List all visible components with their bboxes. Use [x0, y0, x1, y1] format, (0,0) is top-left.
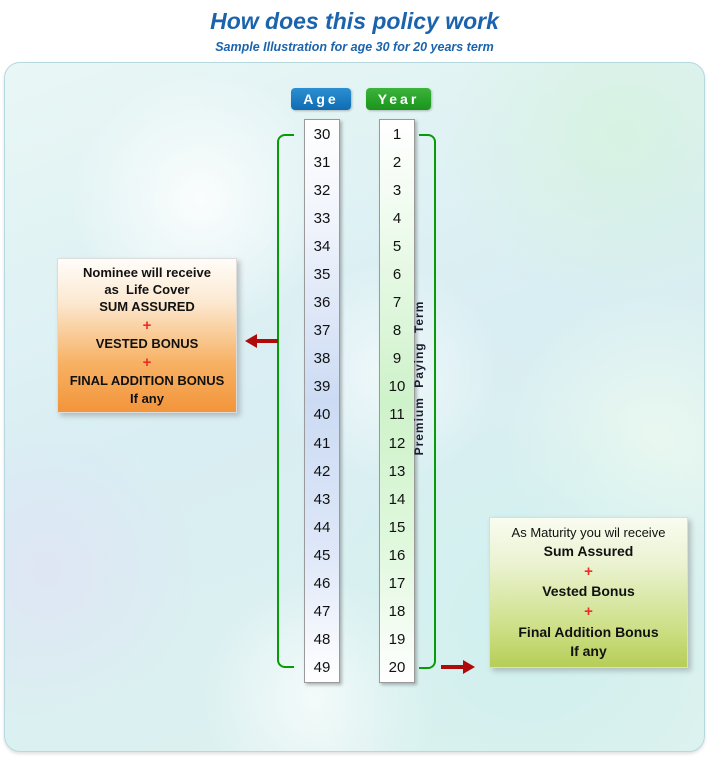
maturity-line: If any — [570, 643, 607, 660]
year-column — [379, 119, 415, 683]
year-cell: 10 — [388, 378, 406, 396]
life-cover-line: + — [142, 353, 152, 371]
year-cell: 2 — [392, 153, 402, 171]
year-cell: 15 — [388, 518, 406, 536]
life-cover-box — [57, 258, 237, 413]
year-cell: 13 — [388, 462, 406, 480]
age-cell: 32 — [313, 181, 331, 199]
age-column — [304, 119, 340, 683]
age-cell: 34 — [313, 237, 331, 255]
arrow-head-right-icon — [463, 660, 475, 674]
maturity-arrow-icon — [441, 660, 475, 674]
year-cell: 18 — [388, 603, 406, 621]
year-cell: 5 — [392, 237, 402, 255]
arrow-shaft — [257, 339, 278, 343]
life-cover-line: VESTED BONUS — [95, 336, 199, 352]
age-cell: 36 — [313, 294, 331, 312]
page-title: How does this policy work — [210, 8, 499, 34]
life-cover-arrow-icon — [245, 334, 278, 348]
diagram-panel — [4, 62, 705, 752]
life-cover-line: FINAL ADDITION BONUS — [69, 373, 225, 389]
maturity-line: + — [584, 603, 593, 621]
age-cell: 43 — [313, 490, 331, 508]
age-cell: 39 — [313, 378, 331, 396]
year-column-header: Year — [366, 88, 431, 110]
maturity-line: + — [584, 562, 593, 580]
age-cell: 33 — [313, 209, 331, 227]
year-cell: 7 — [392, 294, 402, 312]
maturity-line: As Maturity you wil receive — [511, 524, 666, 540]
arrow-shaft — [441, 665, 463, 669]
arrow-head-left-icon — [245, 334, 257, 348]
maturity-box — [489, 517, 688, 668]
life-cover-line: If any — [130, 390, 164, 406]
maturity-line: Final Addition Bonus — [518, 623, 659, 640]
age-cell: 37 — [313, 322, 331, 340]
life-cover-line: SUM ASSURED — [99, 299, 195, 315]
age-cell: 47 — [313, 603, 331, 621]
life-cover-line: as Life Cover — [104, 282, 190, 297]
year-cell: 14 — [388, 490, 406, 508]
page-subtitle: Sample Illustration for age 30 for 20 years term — [215, 40, 494, 54]
year-cell: 1 — [392, 125, 402, 143]
year-cell: 6 — [392, 266, 402, 284]
age-cell: 38 — [313, 350, 331, 368]
year-cell: 9 — [392, 350, 402, 368]
year-cell: 12 — [388, 434, 406, 452]
age-column-header: Age — [291, 88, 351, 110]
age-cell: 30 — [313, 125, 331, 143]
maturity-line: Vested Bonus — [542, 583, 635, 600]
year-cell: 19 — [388, 631, 406, 649]
age-range-bracket — [277, 134, 294, 668]
age-cell: 44 — [313, 518, 331, 536]
year-cell: 8 — [392, 322, 402, 340]
maturity-line: Sum Assured — [543, 543, 634, 560]
age-cell: 42 — [313, 462, 331, 480]
year-cell: 3 — [392, 181, 402, 199]
year-cell: 4 — [392, 209, 402, 227]
age-cell: 46 — [313, 575, 331, 593]
age-cell: 35 — [313, 266, 331, 284]
year-cell: 16 — [388, 546, 406, 564]
year-cell: 20 — [388, 659, 406, 677]
age-cell: 41 — [313, 434, 331, 452]
life-cover-line: Nominee will receive — [83, 264, 211, 280]
age-cell: 40 — [313, 406, 331, 424]
age-cell: 49 — [313, 659, 331, 677]
age-cell: 45 — [313, 546, 331, 564]
year-cell: 11 — [389, 406, 405, 424]
age-cell: 48 — [313, 631, 331, 649]
premium-paying-term-label: Premium Paying Term — [412, 300, 426, 456]
life-cover-line: + — [142, 316, 152, 334]
year-cell: 17 — [388, 575, 406, 593]
age-cell: 31 — [313, 153, 331, 171]
